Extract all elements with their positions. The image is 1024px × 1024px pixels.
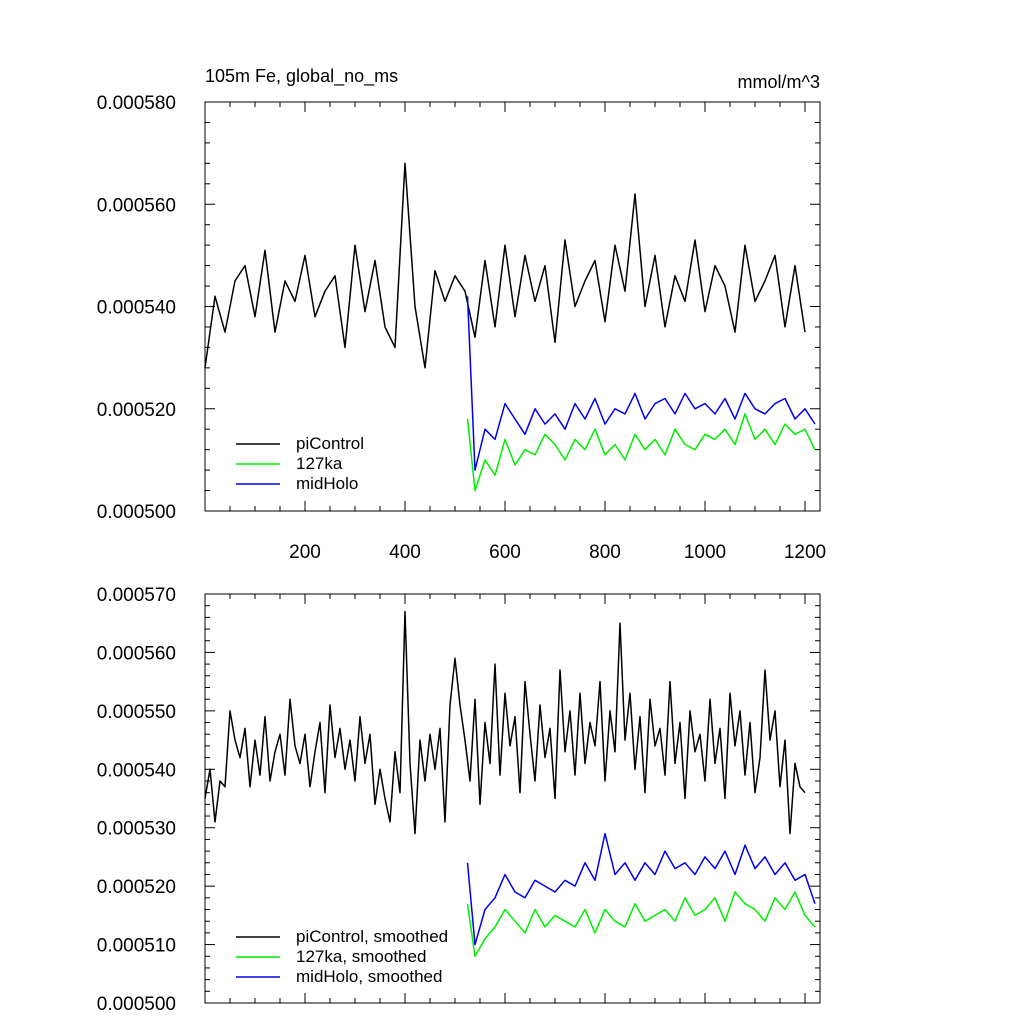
bottom-y-tick-label: 0.000530 (96, 818, 176, 840)
top-x-tick-label: 600 (489, 542, 521, 563)
top-x-tick-label: 200 (289, 542, 321, 563)
bottom-y-tick-label: 0.000520 (96, 877, 176, 899)
bottom-panel (97, 585, 820, 1015)
bottom-legend (236, 927, 448, 986)
top-legend-label: piControl (296, 434, 365, 453)
top-y-tick-label: 0.000520 (96, 399, 176, 421)
top-x-tick-label: 400 (389, 542, 421, 563)
top-legend (236, 434, 364, 493)
top-legend-label: midHolo (296, 474, 359, 493)
top-panel (97, 66, 826, 563)
top-legend-label: 127ka (296, 454, 343, 473)
top-ticks (97, 93, 826, 563)
top-y-tick-label: 0.000580 (96, 93, 176, 114)
bottom-series-line-2 (468, 834, 816, 945)
bottom-y-tick-label: 0.000560 (96, 643, 176, 665)
bottom-y-tick-label: 0.000500 (96, 994, 176, 1015)
top-x-tick-label: 1200 (783, 542, 827, 563)
bottom-y-tick-label: 0.000570 (96, 585, 176, 606)
bottom-y-tick-label: 0.000540 (96, 760, 176, 782)
top-chart-title: 105m Fe, global_no_ms (205, 66, 399, 86)
bottom-legend-label: piControl, smoothed (296, 927, 449, 946)
bottom-series-group (205, 612, 815, 957)
top-x-tick-label: 800 (589, 542, 621, 563)
bottom-y-tick-label: 0.000510 (96, 935, 176, 957)
top-y-tick-label: 0.000560 (96, 195, 176, 217)
bottom-y-tick-label: 0.000550 (96, 701, 176, 723)
bottom-legend-label: midHolo, smoothed (296, 967, 443, 986)
top-x-tick-label: 1000 (683, 542, 727, 563)
bottom-series-line-0 (205, 612, 805, 834)
bottom-legend-label: 127ka, smoothed (296, 947, 427, 966)
top-series-line-0 (205, 163, 805, 367)
top-y-tick-label: 0.000500 (96, 502, 176, 523)
top-chart-units: mmol/m^3 (737, 72, 820, 92)
bottom-series-line-1 (468, 892, 816, 956)
top-y-tick-label: 0.000540 (96, 297, 176, 319)
